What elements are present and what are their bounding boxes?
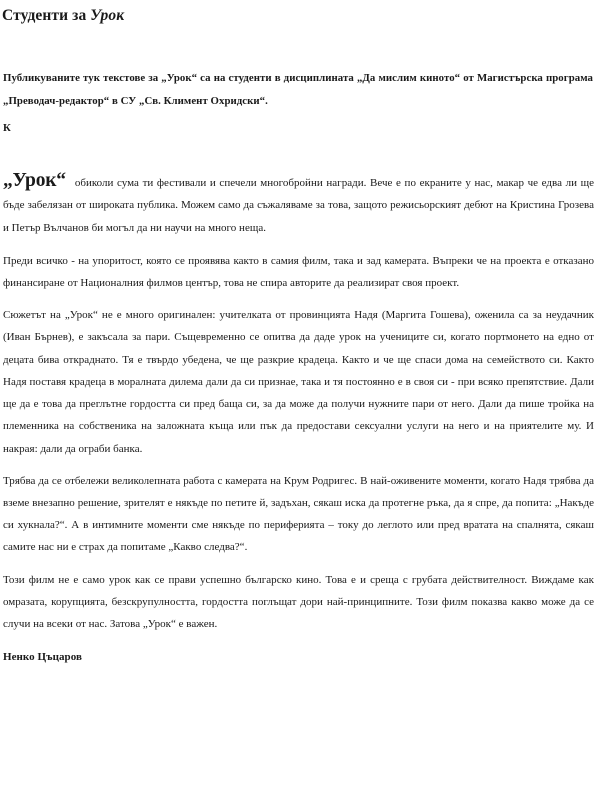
article-paragraph-5: Този филм не е само урок как се прави успешно българско кино. Това е и среща с грубата действителност. Виждаме как омразата, корупцията, безскрупулността, гордостта поглъщат дори най-принципните. Този филм показва какво може да се случи на всеки от нас. Затова „Урок“ е важен. bbox=[3, 573, 594, 631]
page-title-emphasis: Урок bbox=[90, 7, 125, 24]
article-paragraph-1-text: обиколи сума ти фестивали и спечели многобройни награди. Вече е по екраните у нас, макар че едва ли ще бъде забелязан от широката публика. Можем само да съжаляваме за това, защото режисьорският дебют на Кристина Грозева и Петър Вълчанов би могъл да ни научи на много неща. bbox=[3, 177, 594, 234]
article-paragraph-2: Преди всичко - на упоритост, която се проявява както в самия филм, така и зад камерата. Въпреки че на проекта е отказано финансиране от Националния филмов център, това не спира авторите да реализират своя проект. bbox=[3, 254, 594, 289]
film-title-heading: „Урок“ bbox=[3, 170, 66, 192]
stray-letter: К bbox=[3, 121, 11, 134]
standfirst-paragraph: Публикуваните тук текстове за „Урок“ са на студенти в дисциплината „Да мислим киното“ от Магистърска програма „Преводач-редактор“ в СУ „Св. Климент Охридски“. bbox=[3, 72, 593, 107]
page-title-prefix: Студенти за bbox=[2, 7, 91, 24]
article-body bbox=[2, 171, 596, 635]
article-paragraph-3: Сюжетът на „Урок“ не е много оригинален: учителката от провинцията Надя (Маргита Гошева), оженила са за неудачник (Иван Бърнев), е закъсала за пари. Същевременно се опитва да даде урок на учениците си, когато портмонето на едно от децата бива откраднато. Тя е твърдо убедена, че ще разкрие крадеца. Както и че ще спаси дома на семейството си. Както Надя поставя крадеца в моралната дилема дали да си признае, така и тя постоянно е в своя си - при всяко препятствие. Дали ще да е това да преглътне гордостта си пред баща си, за да може да получи нужните пари от него. Дали да пише тройка на племенника на собственика на заложната къща или пък да предостави сексуални услуги на него и на приятелите му. И накрая: дали да ограби банка. bbox=[3, 309, 594, 455]
article-paragraph-4: Трябва да се отбележи великолепната работа с камерата на Крум Родригес. В най-оживените моменти, когато Надя трябва да вземе внезапно решение, зрителят е някъде по петите й, задъхан, сякаш иска да протегне ръка, да я спре, да попита: „Накъде си хукнала?“. А в интимните моменти сме някъде по периферията – току до леглото или пред вратата на спалнята, сякаш самите нас ни е страх да попитаме „Какво следва?“. bbox=[3, 474, 594, 554]
page-title bbox=[2, 6, 596, 25]
author-byline: Ненко Цъцаров bbox=[3, 651, 82, 664]
article-paragraph-1 bbox=[3, 171, 594, 239]
